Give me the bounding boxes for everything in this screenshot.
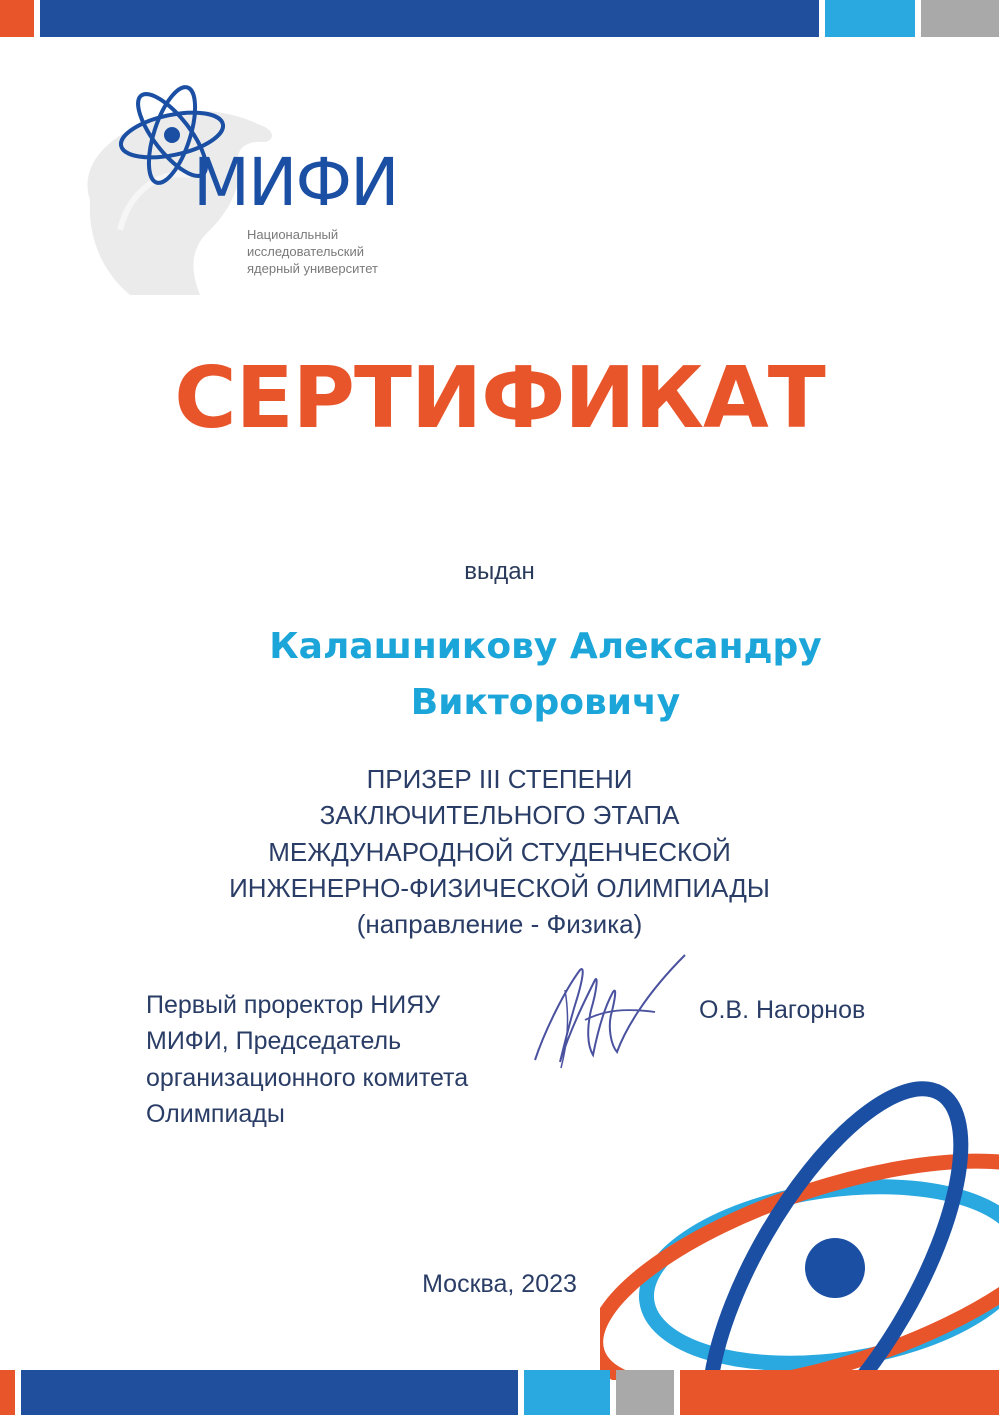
recipient-name-line2: Викторовичу xyxy=(410,682,681,723)
atom-decoration-icon xyxy=(600,1010,999,1380)
logo-wordmark: МИФИ xyxy=(193,144,398,221)
position-line: МИФИ, Председатель xyxy=(146,1027,402,1055)
top-stripe-gray xyxy=(921,0,999,37)
logo-subtitle xyxy=(247,226,447,277)
award-line: ЗАКЛЮЧИТЕЛЬНОГО ЭТАПА xyxy=(319,800,680,830)
award-line: ИНЖЕНЕРНО-ФИЗИЧЕСКОЙ ОЛИМПИАДЫ xyxy=(229,873,770,903)
award-line: МЕЖДУНАРОДНОЙ СТУДЕНЧЕСКОЙ xyxy=(268,837,731,867)
position-line: организационного комитета xyxy=(146,1064,469,1092)
logo-subtitle-line: Национальный xyxy=(247,227,339,242)
bottom-stripe-gray xyxy=(616,1370,674,1415)
position-line: Первый проректор НИЯУ xyxy=(146,991,441,1019)
bottom-stripe-orange-right xyxy=(680,1370,999,1415)
top-stripe-lightblue xyxy=(825,0,915,37)
recipient-name-line1: Калашникову Александру xyxy=(269,626,822,667)
place-date: Москва, 2023 xyxy=(422,1270,577,1298)
position-line: Олимпиады xyxy=(146,1100,285,1128)
certificate-title: СЕРТИФИКАТ xyxy=(174,349,825,448)
issued-label: выдан xyxy=(464,558,535,585)
top-stripe-orange xyxy=(0,0,34,37)
top-stripe-blue xyxy=(40,0,819,37)
bottom-stripe-blue xyxy=(21,1370,518,1415)
bottom-stripe-lightblue xyxy=(524,1370,610,1415)
logo-subtitle-line: исследовательский xyxy=(247,244,364,259)
award-line: ПРИЗЕР III СТЕПЕНИ xyxy=(366,764,633,794)
logo-subtitle-line: ядерный университет xyxy=(247,261,378,276)
award-line: (направление - Физика) xyxy=(356,909,643,939)
bottom-stripe-orange xyxy=(0,1370,15,1415)
signer-name: О.В. Нагорнов xyxy=(699,996,866,1024)
